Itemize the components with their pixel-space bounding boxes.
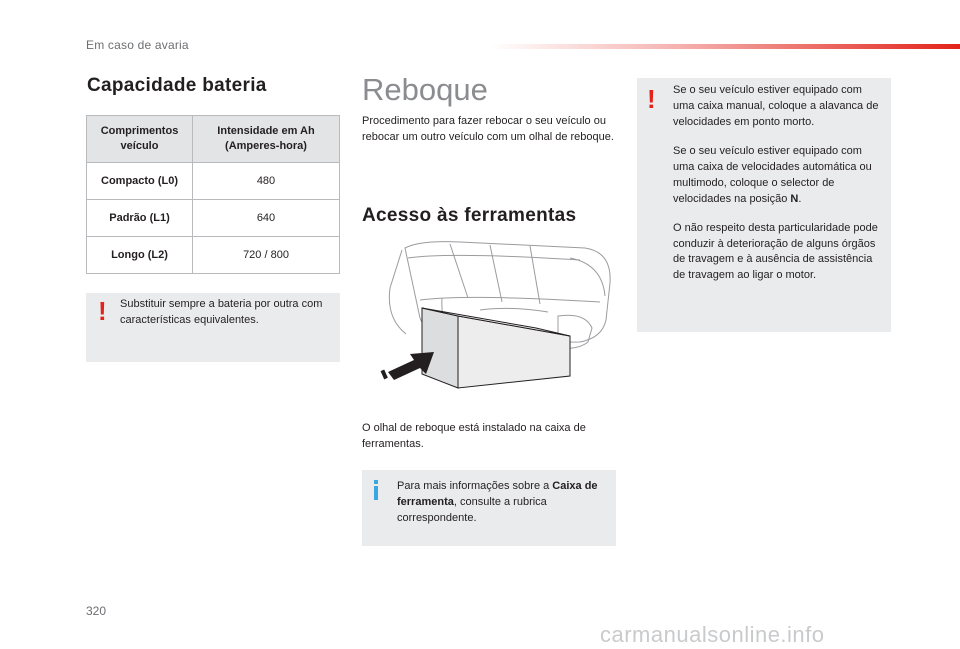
arrow-icon [380,352,434,381]
watermark: carmanualsonline.info [600,622,825,647]
battery-warning-box [86,293,340,362]
warning-exclamation-icon: ! [98,296,107,326]
row-label: Compacto (L0) [87,163,193,200]
toolbox-under-seat-illustration [380,238,620,398]
section-label: Em caso de avaria [86,38,189,52]
towing-intro: Procedimento para fazer rebocar o seu veículo ou rebocar um outro veículo com um olhal de reboque. [362,115,614,143]
table-row [87,237,340,274]
table-header-capacity: Intensidade em Ah (Amperes-hora) [193,116,340,163]
battery-title: Capacidade bateria [87,75,267,96]
tools-access-title: Acesso às ferramentas [362,205,577,226]
row-label: Padrão (L1) [87,200,193,237]
row-value: 720 / 800 [193,237,340,274]
towing-warning-text [673,83,885,297]
table-row [87,200,340,237]
battery-warning-text: Substituir sempre a bateria por outra com características equivalentes. [120,298,323,326]
toolbox-link-text: Caixa de ferramenta [397,480,598,508]
towing-title: Reboque [362,72,488,107]
battery-capacity-table [86,115,340,274]
warning-exclamation-icon: ! [647,84,656,114]
info-icon [374,486,378,500]
page-number: 320 [86,604,107,618]
toolbox-info-box [362,470,616,546]
row-value: 480 [193,163,340,200]
manual-gearbox-paragraph: Se o seu veículo estiver equipado com uma caixa manual, coloque a alavanca de velocidades em ponto morto. [673,84,879,128]
toolbox-info-text: Para mais informações sobre a Caixa de ferramenta, consulte a rubrica correspondente. [397,480,598,524]
tow-eye-location-text: O olhal de reboque está instalado na caixa de ferramentas. [362,422,586,450]
towing-warning-box [637,78,891,332]
table-header-length: Comprimentos veículo [87,116,193,163]
row-label: Longo (L2) [87,237,193,274]
consequence-paragraph: O não respeito desta particularidade pode conduzir à deterioração de alguns órgãos de travagem e à ausência de assistência de travagem ao ligar o motor. [673,221,878,282]
row-value: 640 [193,200,340,237]
header-accent-bar [490,44,960,49]
automatic-gearbox-paragraph: Se o seu veículo estiver equipado com uma caixa de velocidades automática ou multimodo, coloque o selector de velocidades na posição N. [673,144,872,205]
table-header-row [87,116,340,163]
table-row [87,163,340,200]
